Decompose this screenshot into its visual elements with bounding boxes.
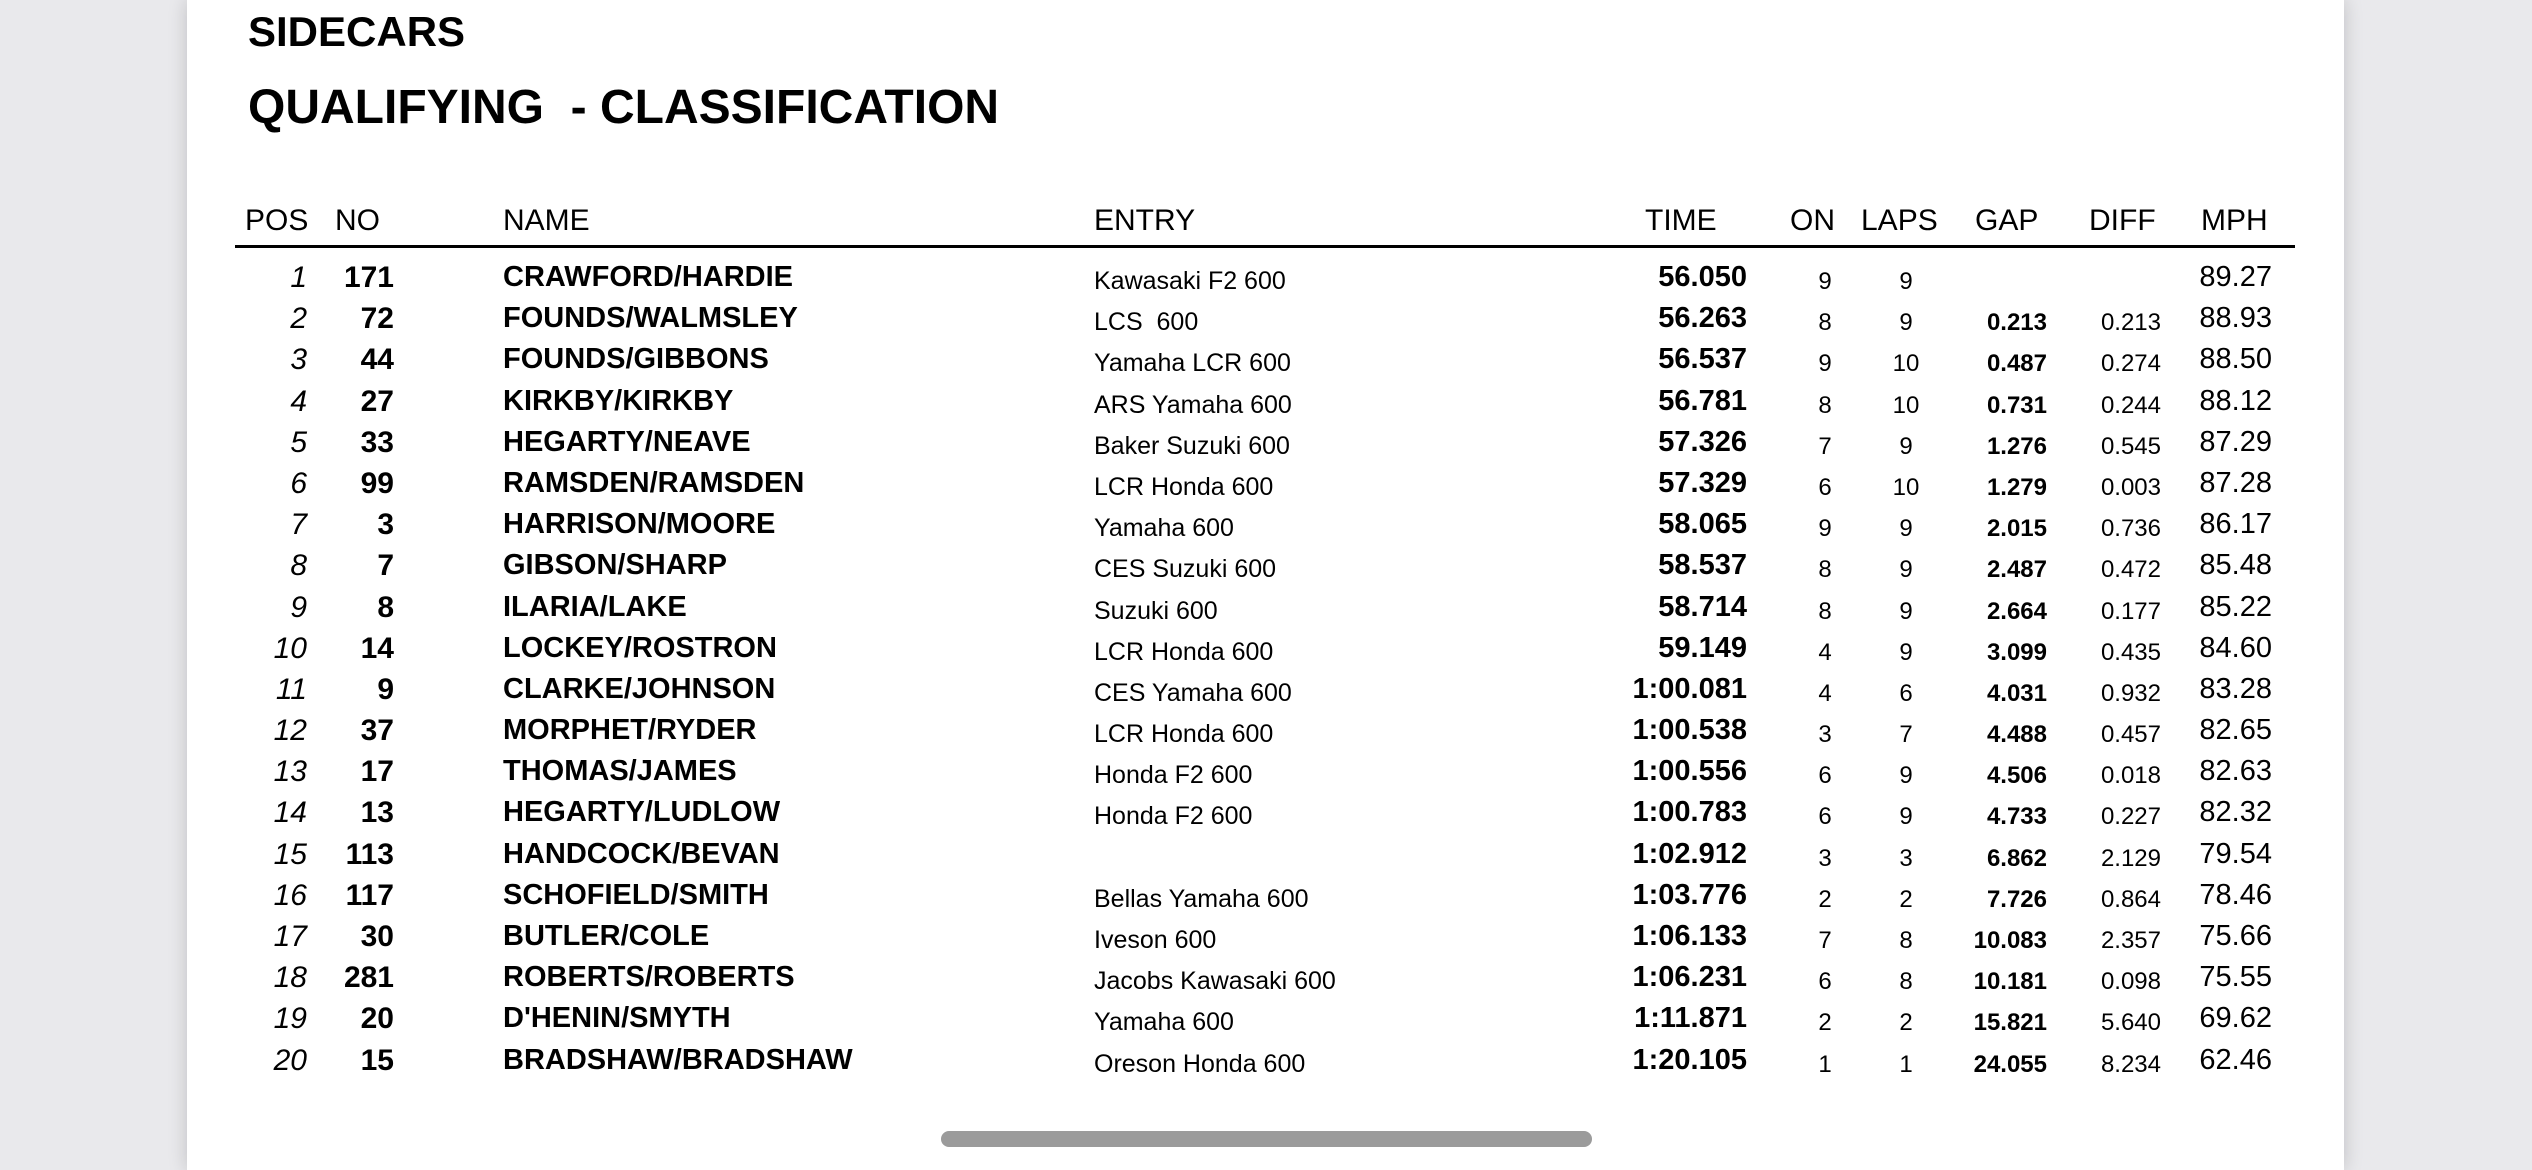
- table-row: [0, 916, 2532, 957]
- cell-laps: 6: [1899, 679, 1913, 707]
- cell-diff: 0.545: [2100, 432, 2161, 460]
- cell-name: ILARIA/LAKE: [503, 590, 687, 623]
- cell-entry: LCR Honda 600: [1094, 472, 1274, 501]
- cell-mph: 85.22: [2199, 590, 2272, 623]
- cell-on: 1: [1818, 1050, 1832, 1078]
- cell-laps: 3: [1899, 844, 1913, 872]
- table-row: [0, 257, 2532, 298]
- cell-laps: 10: [1892, 473, 1920, 501]
- column-header-time: TIME: [1645, 204, 1717, 237]
- cell-name: RAMSDEN/RAMSDEN: [503, 466, 805, 499]
- table-row: [0, 587, 2532, 628]
- cell-laps: 9: [1899, 432, 1913, 460]
- cell-entry: LCR Honda 600: [1094, 637, 1274, 666]
- cell-entry: Iveson 600: [1094, 926, 1217, 954]
- cell-gap: 3.099: [1986, 638, 2047, 666]
- cell-name: KIRKBY/KIRKBY: [503, 384, 734, 417]
- cell-diff: 0.457: [2100, 721, 2161, 749]
- cell-diff: 0.244: [2100, 391, 2161, 419]
- cell-laps: 9: [1899, 638, 1913, 666]
- cell-diff: 2.129: [2100, 844, 2161, 872]
- cell-no: 281: [343, 961, 394, 995]
- cell-mph: 88.12: [2199, 384, 2272, 417]
- cell-gap: 4.506: [1986, 762, 2047, 790]
- cell-mph: 79.54: [2199, 837, 2272, 870]
- cell-on: 9: [1818, 515, 1832, 543]
- cell-name: GIBSON/SHARP: [503, 549, 727, 582]
- cell-pos: 2: [290, 302, 307, 336]
- cell-no: 44: [360, 343, 394, 377]
- cell-laps: 1: [1899, 1050, 1913, 1078]
- cell-gap: 7.726: [1986, 885, 2047, 913]
- cell-entry: Baker Suzuki 600: [1094, 431, 1290, 460]
- cell-entry: Honda F2 600: [1094, 802, 1253, 831]
- cell-time: 56.050: [1658, 261, 1747, 293]
- cell-diff: 0.018: [2100, 762, 2161, 790]
- cell-entry: LCR Honda 600: [1094, 720, 1274, 749]
- cell-name: HEGARTY/NEAVE: [503, 425, 751, 458]
- cell-mph: 82.32: [2199, 796, 2272, 829]
- cell-mph: 75.55: [2199, 961, 2272, 994]
- cell-mph: 87.29: [2199, 425, 2272, 458]
- cell-mph: 84.60: [2199, 631, 2272, 664]
- cell-entry: Jacobs Kawasaki 600: [1094, 967, 1336, 996]
- table-row: [0, 504, 2532, 545]
- table-row: [0, 381, 2532, 422]
- cell-entry: Yamaha LCR 600: [1094, 349, 1291, 378]
- cell-mph: 82.65: [2199, 714, 2272, 747]
- cell-pos: 20: [273, 1043, 307, 1077]
- cell-laps: 9: [1899, 762, 1913, 790]
- cell-gap: 24.055: [1973, 1050, 2047, 1078]
- cell-mph: 82.63: [2199, 755, 2272, 788]
- cell-no: 17: [360, 755, 394, 789]
- cell-entry: Oreson Honda 600: [1094, 1049, 1306, 1078]
- cell-entry: Suzuki 600: [1094, 596, 1218, 625]
- cell-diff: 0.864: [2100, 885, 2161, 913]
- table-row: [0, 710, 2532, 751]
- cell-name: SCHOFIELD/SMITH: [503, 878, 769, 911]
- table-row: [0, 957, 2532, 998]
- cell-gap: 2.664: [1986, 597, 2047, 625]
- cell-mph: 78.46: [2199, 878, 2272, 911]
- column-header-entry: ENTRY: [1094, 204, 1196, 237]
- cell-name: BUTLER/COLE: [503, 920, 710, 952]
- table-row: [0, 1040, 2532, 1081]
- cell-name: CLARKE/JOHNSON: [503, 672, 776, 705]
- cell-time: 56.263: [1658, 302, 1747, 335]
- cell-no: 30: [360, 920, 394, 953]
- cell-gap: 4.031: [1986, 679, 2047, 707]
- cell-time: 1:06.133: [1632, 920, 1747, 952]
- cell-mph: 87.28: [2199, 466, 2272, 499]
- cell-gap: 6.862: [1986, 844, 2047, 872]
- cell-entry: CES Suzuki 600: [1094, 555, 1277, 584]
- cell-laps: 8: [1899, 927, 1913, 954]
- cell-mph: 69.62: [2199, 1002, 2272, 1035]
- cell-pos: 6: [290, 466, 307, 500]
- cell-on: 8: [1818, 309, 1832, 337]
- cell-name: ROBERTS/ROBERTS: [503, 961, 795, 994]
- table-row: [0, 339, 2532, 380]
- cell-entry: CES Yamaha 600: [1094, 678, 1292, 707]
- column-header-gap: GAP: [1975, 204, 2039, 237]
- cell-time: 1:00.538: [1632, 714, 1747, 747]
- cell-pos: 13: [273, 755, 307, 789]
- cell-on: 7: [1818, 927, 1832, 954]
- cell-entry: Bellas Yamaha 600: [1094, 884, 1309, 913]
- column-header-diff: DIFF: [2089, 204, 2156, 237]
- column-header-no: NO: [335, 204, 380, 237]
- cell-on: 2: [1818, 885, 1832, 913]
- cell-pos: 18: [273, 961, 307, 995]
- cell-pos: 8: [290, 549, 307, 583]
- cell-on: 4: [1818, 638, 1832, 666]
- cell-gap: 10.083: [1973, 927, 2047, 954]
- cell-diff: 0.213: [2100, 309, 2161, 337]
- cell-on: 9: [1818, 350, 1832, 378]
- cell-gap: 4.733: [1986, 803, 2047, 831]
- cell-pos: 1: [290, 261, 307, 294]
- cell-time: 56.781: [1658, 384, 1747, 417]
- cell-on: 6: [1818, 762, 1832, 790]
- cell-laps: 2: [1899, 1009, 1913, 1037]
- cell-name: HARRISON/MOORE: [503, 508, 776, 541]
- cell-laps: 9: [1899, 556, 1913, 584]
- cell-name: LOCKEY/ROSTRON: [503, 631, 777, 664]
- cell-no: 15: [360, 1043, 394, 1077]
- cell-pos: 4: [290, 384, 307, 418]
- cell-no: 171: [343, 261, 394, 294]
- cell-name: HEGARTY/LUDLOW: [503, 796, 781, 829]
- table-row: [0, 875, 2532, 916]
- cell-no: 3: [377, 508, 394, 542]
- cell-time: 1:03.776: [1632, 878, 1747, 911]
- table-row: [0, 998, 2532, 1039]
- cell-time: 58.714: [1658, 590, 1747, 623]
- column-header-on: ON: [1790, 204, 1835, 237]
- cell-on: 3: [1818, 844, 1832, 872]
- cell-gap: 0.213: [1986, 309, 2047, 337]
- cell-diff: 0.227: [2100, 803, 2161, 831]
- cell-time: 1:00.556: [1632, 755, 1747, 788]
- cell-diff: 8.234: [2100, 1050, 2161, 1078]
- cell-time: 57.326: [1658, 425, 1747, 458]
- session-title: QUALIFYING - CLASSIFICATION: [248, 81, 1000, 134]
- cell-gap: 2.487: [1986, 556, 2047, 584]
- cell-diff: 0.932: [2100, 679, 2161, 707]
- cell-no: 14: [360, 631, 394, 665]
- cell-time: 57.329: [1658, 466, 1747, 499]
- cell-on: 7: [1818, 432, 1832, 460]
- cell-on: 4: [1818, 679, 1832, 707]
- cell-diff: 0.098: [2100, 968, 2161, 996]
- cell-on: 8: [1818, 391, 1832, 419]
- cell-time: 56.537: [1658, 343, 1747, 376]
- cell-pos: 10: [273, 631, 307, 665]
- table-row: [0, 628, 2532, 669]
- cell-time: 1:06.231: [1632, 961, 1747, 994]
- cell-on: 6: [1818, 803, 1832, 831]
- cell-laps: 9: [1899, 268, 1913, 295]
- cell-time: 59.149: [1658, 631, 1747, 664]
- cell-gap: 2.015: [1986, 515, 2047, 543]
- cell-time: 58.537: [1658, 549, 1747, 582]
- cell-laps: 9: [1899, 515, 1913, 543]
- table-row: [0, 834, 2532, 875]
- table-row: [0, 298, 2532, 339]
- cell-pos: 11: [275, 672, 307, 706]
- cell-diff: 0.274: [2100, 350, 2161, 378]
- cell-pos: 14: [273, 796, 307, 830]
- cell-diff: 0.435: [2100, 638, 2161, 666]
- table-row: [0, 792, 2532, 833]
- cell-name: THOMAS/JAMES: [503, 755, 737, 788]
- cell-on: 6: [1818, 968, 1832, 996]
- cell-diff: 0.736: [2100, 515, 2161, 543]
- cell-gap: 0.487: [1986, 350, 2047, 378]
- category-title: SIDECARS: [248, 8, 466, 55]
- cell-no: 113: [345, 837, 394, 871]
- cell-gap: 1.276: [1986, 432, 2047, 460]
- cell-time: 1:11.871: [1634, 1002, 1747, 1035]
- cell-name: BRADSHAW/BRADSHAW: [503, 1043, 853, 1076]
- cell-no: 20: [360, 1002, 394, 1036]
- classification-table: [0, 257, 2532, 1081]
- table-row: [0, 463, 2532, 504]
- cell-mph: 62.46: [2199, 1043, 2272, 1076]
- cell-diff: 0.177: [2100, 597, 2161, 625]
- cell-name: FOUNDS/WALMSLEY: [503, 302, 798, 335]
- cell-on: 8: [1818, 556, 1832, 584]
- cell-no: 9: [377, 672, 394, 706]
- cell-no: 37: [360, 714, 394, 748]
- cell-name: D'HENIN/SMYTH: [503, 1002, 731, 1035]
- cell-entry: LCS 600: [1094, 308, 1199, 337]
- cell-laps: 8: [1899, 968, 1913, 996]
- table-row: [0, 669, 2532, 710]
- cell-on: 9: [1818, 268, 1832, 295]
- cell-no: 33: [360, 425, 394, 459]
- cell-gap: 4.488: [1986, 721, 2047, 749]
- cell-gap: 10.181: [1973, 968, 2047, 996]
- cell-diff: 0.003: [2100, 473, 2161, 501]
- cell-laps: 2: [1899, 885, 1913, 913]
- cell-no: 13: [360, 796, 394, 830]
- cell-entry: Yamaha 600: [1094, 514, 1234, 543]
- cell-laps: 9: [1899, 309, 1913, 337]
- cell-on: 8: [1818, 597, 1832, 625]
- cell-entry: ARS Yamaha 600: [1094, 390, 1292, 419]
- cell-name: HANDCOCK/BEVAN: [503, 837, 780, 870]
- cell-mph: 85.48: [2199, 549, 2272, 582]
- cell-time: 58.065: [1658, 508, 1747, 541]
- cell-pos: 9: [290, 590, 307, 624]
- cell-diff: 5.640: [2100, 1009, 2161, 1037]
- cell-no: 99: [360, 466, 394, 500]
- cell-pos: 7: [290, 508, 307, 542]
- cell-no: 117: [345, 878, 394, 912]
- cell-diff: 2.357: [2100, 927, 2161, 954]
- cell-no: 8: [377, 590, 394, 624]
- cell-pos: 12: [273, 714, 307, 748]
- cell-on: 6: [1818, 473, 1832, 501]
- table-row: [0, 422, 2532, 463]
- cell-mph: 83.28: [2199, 672, 2272, 705]
- cell-name: FOUNDS/GIBBONS: [503, 343, 769, 376]
- cell-gap: 0.731: [1986, 391, 2047, 419]
- cell-name: MORPHET/RYDER: [503, 714, 757, 747]
- cell-gap: 15.821: [1973, 1009, 2047, 1037]
- cell-pos: 3: [290, 343, 307, 377]
- cell-laps: 10: [1892, 350, 1920, 378]
- cell-laps: 10: [1892, 391, 1920, 419]
- cell-time: 1:00.783: [1632, 796, 1747, 829]
- cell-laps: 9: [1899, 803, 1913, 831]
- column-header-mph: MPH: [2201, 204, 2268, 237]
- cell-no: 27: [360, 384, 394, 418]
- cell-name: CRAWFORD/HARDIE: [503, 261, 793, 293]
- header-divider: [235, 245, 2295, 248]
- cell-gap: 1.279: [1986, 473, 2047, 501]
- cell-entry: Kawasaki F2 600: [1094, 267, 1286, 295]
- cell-pos: 16: [273, 878, 307, 912]
- cell-mph: 89.27: [2199, 261, 2272, 293]
- column-header-name: NAME: [503, 204, 590, 237]
- cell-pos: 5: [290, 425, 307, 459]
- column-header-laps: LAPS: [1861, 204, 1938, 237]
- cell-mph: 88.50: [2199, 343, 2272, 376]
- cell-laps: 9: [1899, 597, 1913, 625]
- cell-time: 1:02.912: [1632, 837, 1747, 870]
- cell-on: 2: [1818, 1009, 1832, 1037]
- cell-entry: Honda F2 600: [1094, 761, 1253, 790]
- cell-time: 1:20.105: [1632, 1043, 1747, 1076]
- cell-pos: 19: [273, 1002, 307, 1036]
- column-header-pos: POS: [245, 204, 309, 237]
- table-row: [0, 751, 2532, 792]
- cell-on: 3: [1818, 721, 1832, 749]
- table-row: [0, 545, 2532, 586]
- cell-laps: 7: [1899, 721, 1913, 749]
- cell-pos: 15: [273, 837, 307, 871]
- cell-mph: 75.66: [2199, 920, 2272, 952]
- cell-no: 72: [360, 302, 394, 336]
- cell-entry: Yamaha 600: [1094, 1008, 1234, 1037]
- cell-no: 7: [377, 549, 394, 583]
- cell-mph: 88.93: [2199, 302, 2272, 335]
- horizontal-scrollbar[interactable]: [941, 1131, 1592, 1147]
- cell-mph: 86.17: [2199, 508, 2272, 541]
- cell-time: 1:00.081: [1632, 672, 1747, 705]
- cell-pos: 17: [273, 920, 307, 953]
- cell-diff: 0.472: [2100, 556, 2161, 584]
